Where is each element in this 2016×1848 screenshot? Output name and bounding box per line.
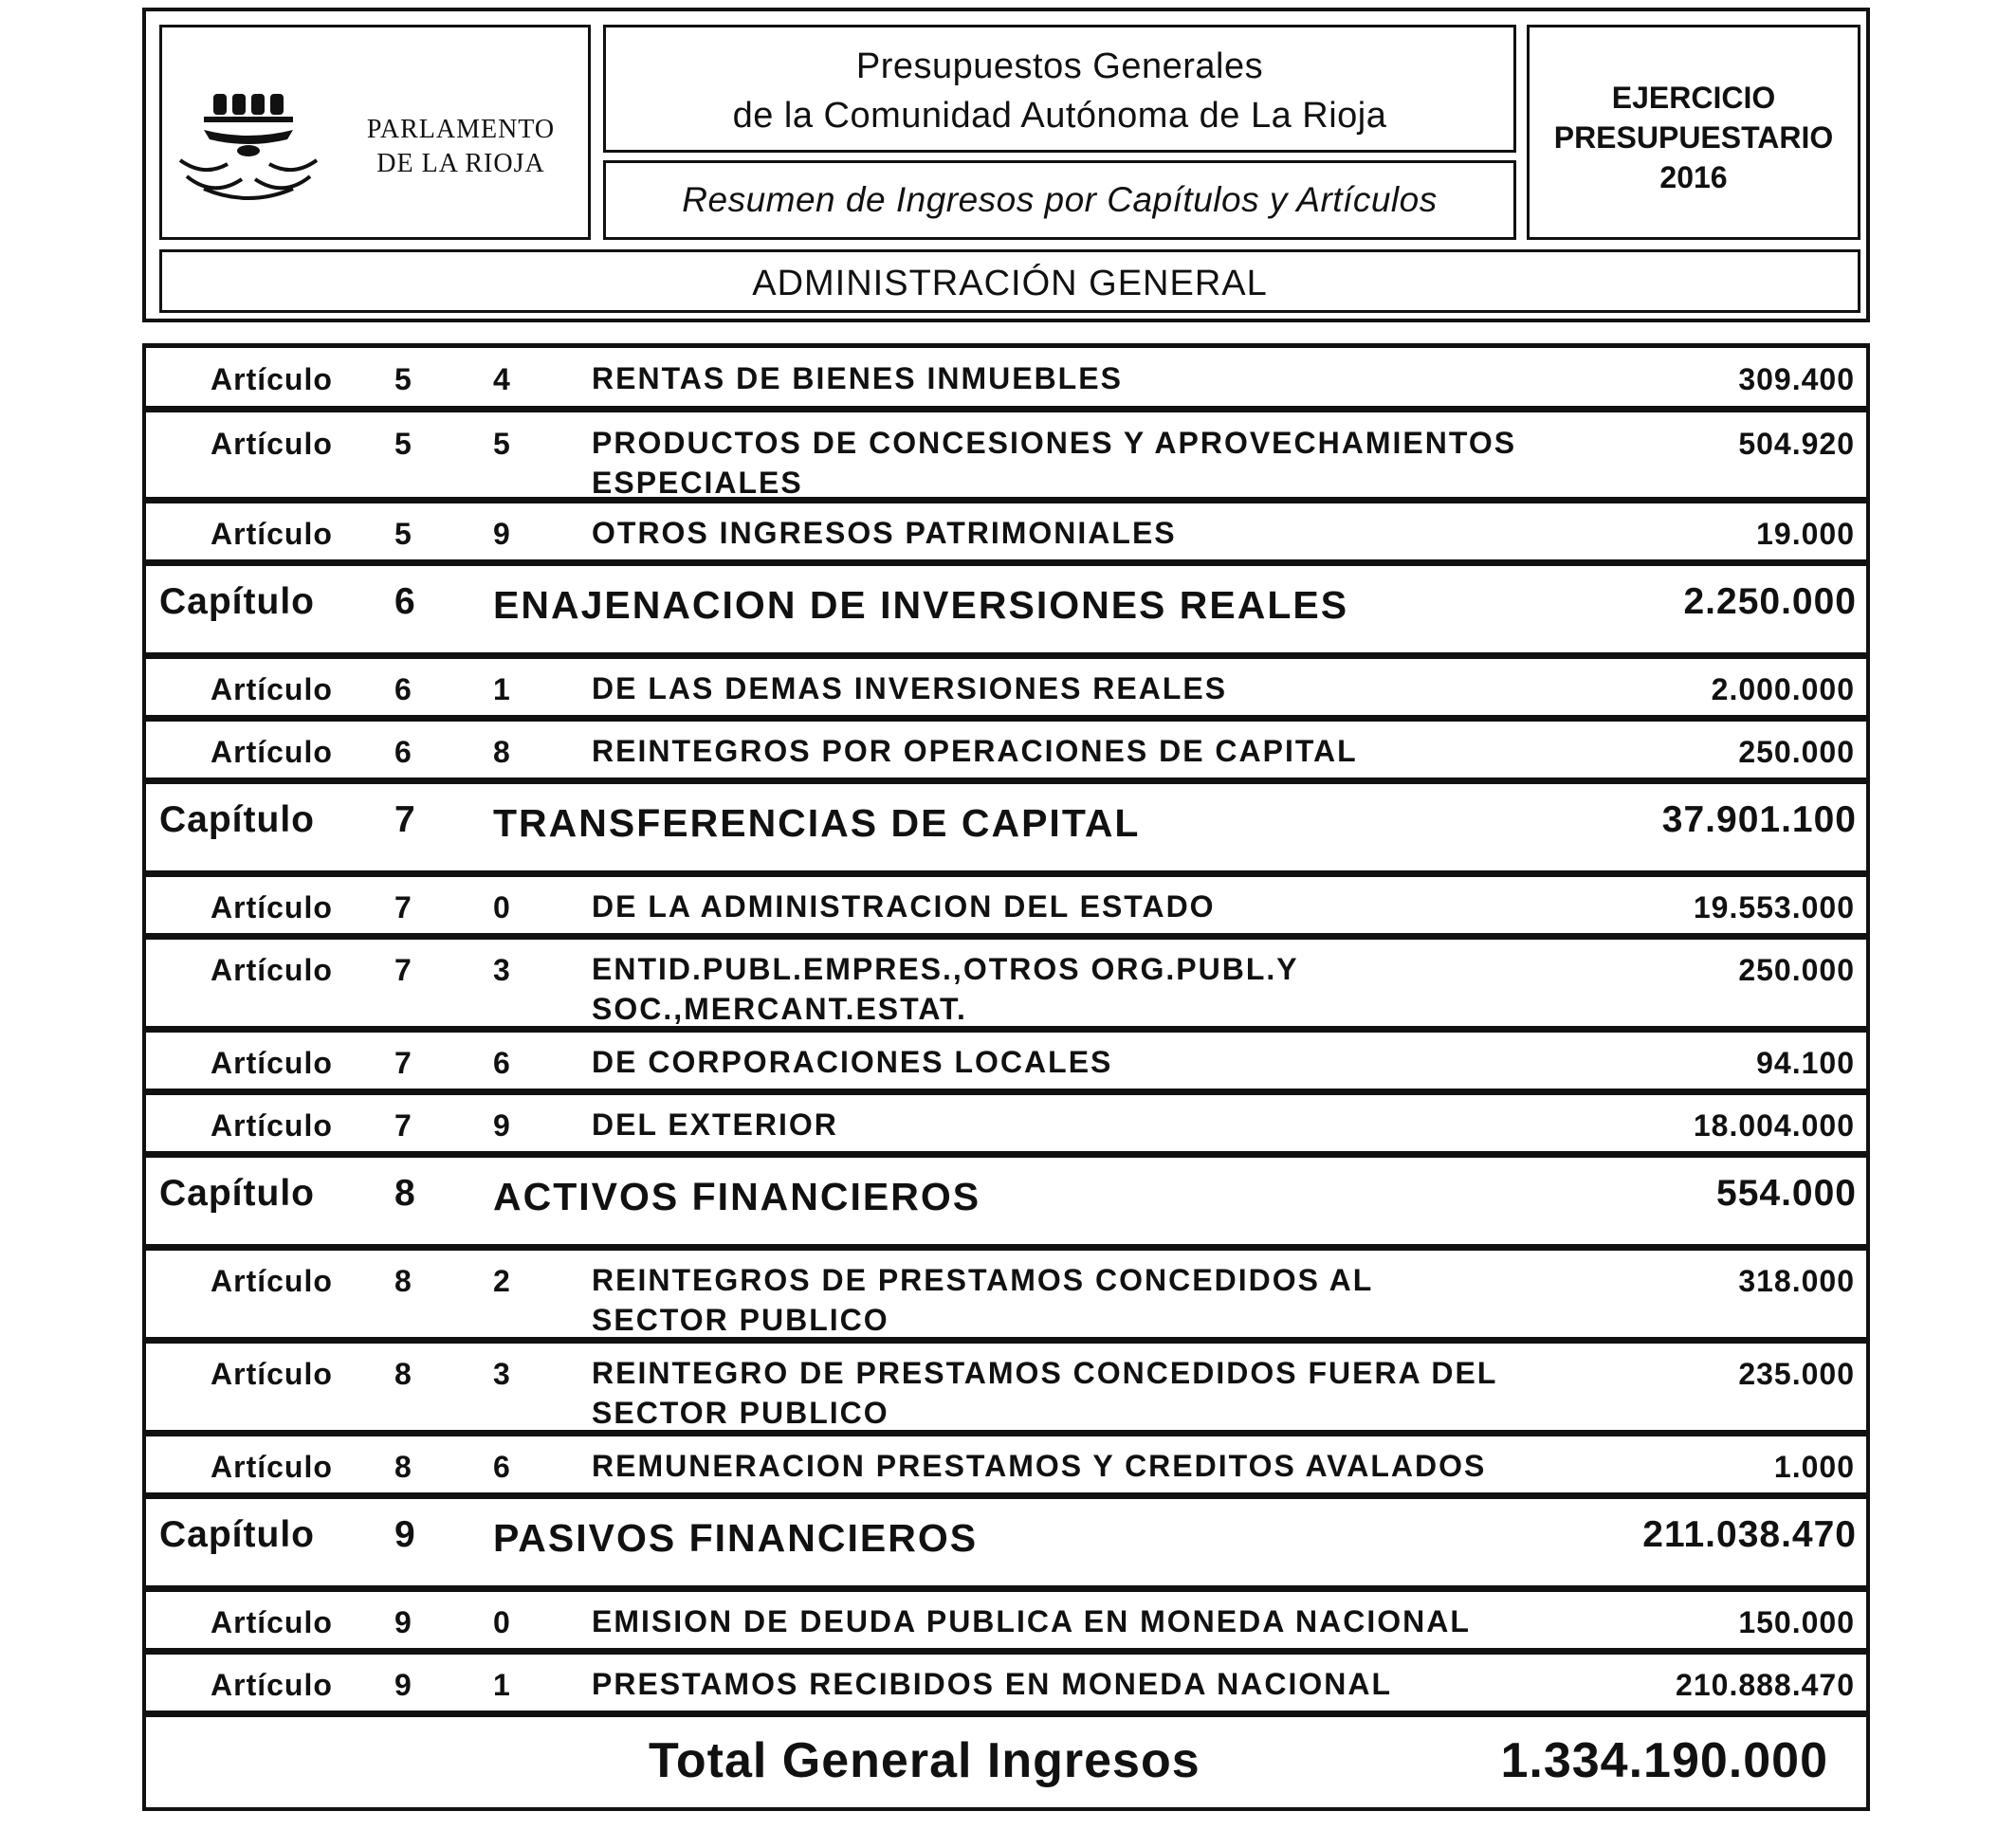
row-chapter-number: 7 [394, 1108, 412, 1143]
total-label: Total General Ingresos [649, 1733, 1200, 1788]
row-amount: 2.000.000 [1711, 672, 1855, 706]
row-kind: Artículo [211, 362, 333, 396]
row-kind: Artículo [211, 953, 333, 987]
row-description: RENTAS DE BIENES INMUEBLES [592, 361, 1123, 395]
row-chapter-number: 8 [394, 1357, 412, 1391]
row-chapter-number: 5 [394, 362, 412, 396]
table-row-articulo [146, 1033, 1866, 1095]
row-amount: 19.000 [1756, 517, 1855, 551]
row-article-number: 4 [493, 362, 510, 396]
budget-title-line1: Presupuestos Generales [855, 46, 1264, 86]
row-amount: 150.000 [1738, 1605, 1855, 1639]
row-kind: Artículo [211, 1668, 333, 1702]
parliament-name [342, 113, 579, 181]
row-kind: Artículo [211, 890, 333, 924]
document-header [142, 8, 1870, 322]
table-row-capitulo [146, 1158, 1866, 1251]
table-row-articulo [146, 348, 1866, 412]
row-article-number: 6 [493, 1450, 510, 1484]
row-description: ACTIVOS FINANCIEROS [493, 1175, 981, 1218]
income-summary-table [142, 343, 1870, 1811]
row-description: DE LAS DEMAS INVERSIONES REALES [592, 671, 1228, 705]
row-description: REINTEGRO DE PRESTAMOS CONCEDIDOS FUERA DEL SECTOR PUBLICO [592, 1356, 1497, 1430]
section-title-box [159, 249, 1860, 313]
table-row-articulo [146, 503, 1866, 566]
row-amount: 250.000 [1738, 953, 1855, 987]
row-description: REMUNERACION PRESTAMOS Y CREDITOS AVALADOS [592, 1449, 1487, 1483]
row-chapter-number: 5 [394, 517, 412, 551]
fiscal-year-value: 2016 [1659, 160, 1728, 194]
row-amount: 211.038.470 [1642, 1514, 1857, 1555]
row-article-number: 1 [493, 1668, 510, 1702]
row-chapter-number: 8 [394, 1173, 415, 1214]
row-chapter-number: 7 [394, 799, 415, 840]
row-kind: Artículo [211, 427, 333, 461]
row-amount: 19.553.000 [1693, 890, 1855, 924]
row-chapter-number: 9 [394, 1605, 412, 1639]
row-chapter-number: 7 [394, 890, 412, 924]
row-article-number: 3 [493, 953, 510, 987]
row-article-number: 1 [493, 672, 510, 706]
row-amount: 2.250.000 [1683, 581, 1857, 622]
row-kind: Capítulo [159, 799, 315, 840]
budget-subtitle: Resumen de Ingresos por Capítulos y Artículos [682, 180, 1438, 219]
row-amount: 210.888.470 [1676, 1668, 1855, 1702]
row-amount: 309.400 [1738, 362, 1855, 396]
row-kind: Artículo [211, 735, 333, 769]
row-amount: 18.004.000 [1693, 1108, 1855, 1143]
fiscal-year-line1: EJERCICIO [1611, 81, 1776, 115]
row-chapter-number: 8 [394, 1450, 412, 1484]
table-row-articulo [146, 940, 1866, 1033]
row-chapter-number: 7 [394, 1046, 412, 1080]
row-kind: Capítulo [159, 1514, 315, 1555]
row-chapter-number: 6 [394, 581, 415, 622]
row-description: REINTEGROS DE PRESTAMOS CONCEDIDOS AL SECTOR PUBLICO [592, 1263, 1373, 1337]
row-article-number: 0 [493, 1605, 510, 1639]
fiscal-year-box [1527, 25, 1860, 240]
row-description: OTROS INGRESOS PATRIMONIALES [592, 516, 1177, 550]
row-chapter-number: 8 [394, 1264, 412, 1298]
row-amount: 235.000 [1738, 1357, 1855, 1391]
row-description: PRESTAMOS RECIBIDOS EN MONEDA NACIONAL [592, 1667, 1393, 1701]
total-amount: 1.334.190.000 [1500, 1733, 1828, 1788]
row-description: DEL EXTERIOR [592, 1107, 838, 1142]
row-description: PRODUCTOS DE CONCESIONES Y APROVECHAMIENTOS ESPECIALES [592, 426, 1517, 500]
row-description: TRANSFERENCIAS DE CAPITAL [493, 801, 1141, 845]
budget-title-box [603, 25, 1516, 153]
row-description: DE LA ADMINISTRACION DEL ESTADO [592, 889, 1216, 924]
row-description: EMISION DE DEUDA PUBLICA EN MONEDA NACIONAL [592, 1604, 1471, 1638]
table-row-capitulo [146, 566, 1866, 659]
row-article-number: 9 [493, 517, 510, 551]
table-row-articulo [146, 1095, 1866, 1158]
row-kind: Capítulo [159, 1173, 315, 1214]
table-row-articulo [146, 659, 1866, 722]
row-chapter-number: 6 [394, 672, 412, 706]
table-row-articulo [146, 877, 1866, 940]
row-article-number: 9 [493, 1108, 510, 1143]
row-chapter-number: 5 [394, 427, 412, 461]
row-description: ENTID.PUBL.EMPRES.,OTROS ORG.PUBL.Y SOC.,MERCANT.ESTAT. [592, 952, 1299, 1026]
row-amount: 318.000 [1738, 1264, 1855, 1298]
table-row-articulo [146, 1344, 1866, 1436]
row-amount: 94.100 [1756, 1046, 1855, 1080]
row-amount: 250.000 [1738, 735, 1855, 769]
row-chapter-number: 7 [394, 953, 412, 987]
row-description: PASIVOS FINANCIEROS [493, 1516, 979, 1560]
row-amount: 37.901.100 [1661, 799, 1857, 840]
section-title: ADMINISTRACIÓN GENERAL [752, 264, 1268, 303]
row-article-number: 8 [493, 735, 510, 769]
row-article-number: 6 [493, 1046, 510, 1080]
row-kind: Artículo [211, 1605, 333, 1639]
row-chapter-number: 9 [394, 1668, 412, 1702]
table-row-articulo [146, 1655, 1866, 1717]
row-kind: Capítulo [159, 581, 315, 622]
row-kind: Artículo [211, 1046, 333, 1080]
parliament-logo-box [159, 25, 591, 240]
fiscal-year-line2: PRESUPUESTARIO [1553, 120, 1834, 155]
table-row-articulo [146, 1592, 1866, 1655]
row-chapter-number: 9 [394, 1514, 415, 1555]
row-article-number: 5 [493, 427, 510, 461]
table-row-total [146, 1717, 1866, 1809]
parliament-name-line1: PARLAMENTO [366, 115, 556, 144]
row-kind: Artículo [211, 1450, 333, 1484]
table-row-articulo [146, 412, 1866, 503]
row-article-number: 2 [493, 1264, 510, 1298]
row-kind: Artículo [211, 1264, 333, 1298]
budget-subtitle-box [603, 160, 1516, 240]
row-amount: 1.000 [1773, 1450, 1855, 1484]
row-kind: Artículo [211, 672, 333, 706]
row-description: ENAJENACION DE INVERSIONES REALES [493, 583, 1349, 627]
table-row-articulo [146, 1251, 1866, 1344]
row-article-number: 0 [493, 890, 510, 924]
row-description: REINTEGROS POR OPERACIONES DE CAPITAL [592, 734, 1358, 768]
row-description: DE CORPORACIONES LOCALES [592, 1045, 1113, 1079]
row-amount: 504.920 [1738, 427, 1855, 461]
row-kind: Artículo [211, 1357, 333, 1391]
parliament-name-line2: DE LA RIOJA [376, 149, 545, 178]
budget-title-line2: de la Comunidad Autónoma de La Rioja [732, 96, 1387, 136]
table-row-capitulo [146, 784, 1866, 877]
row-amount: 554.000 [1716, 1173, 1857, 1214]
row-kind: Artículo [211, 1108, 333, 1143]
table-row-articulo [146, 1436, 1866, 1499]
parliament-logo-icon [175, 86, 318, 210]
row-chapter-number: 6 [394, 735, 412, 769]
table-row-articulo [146, 722, 1866, 784]
table-row-capitulo [146, 1499, 1866, 1592]
row-article-number: 3 [493, 1357, 510, 1391]
row-kind: Artículo [211, 517, 333, 551]
